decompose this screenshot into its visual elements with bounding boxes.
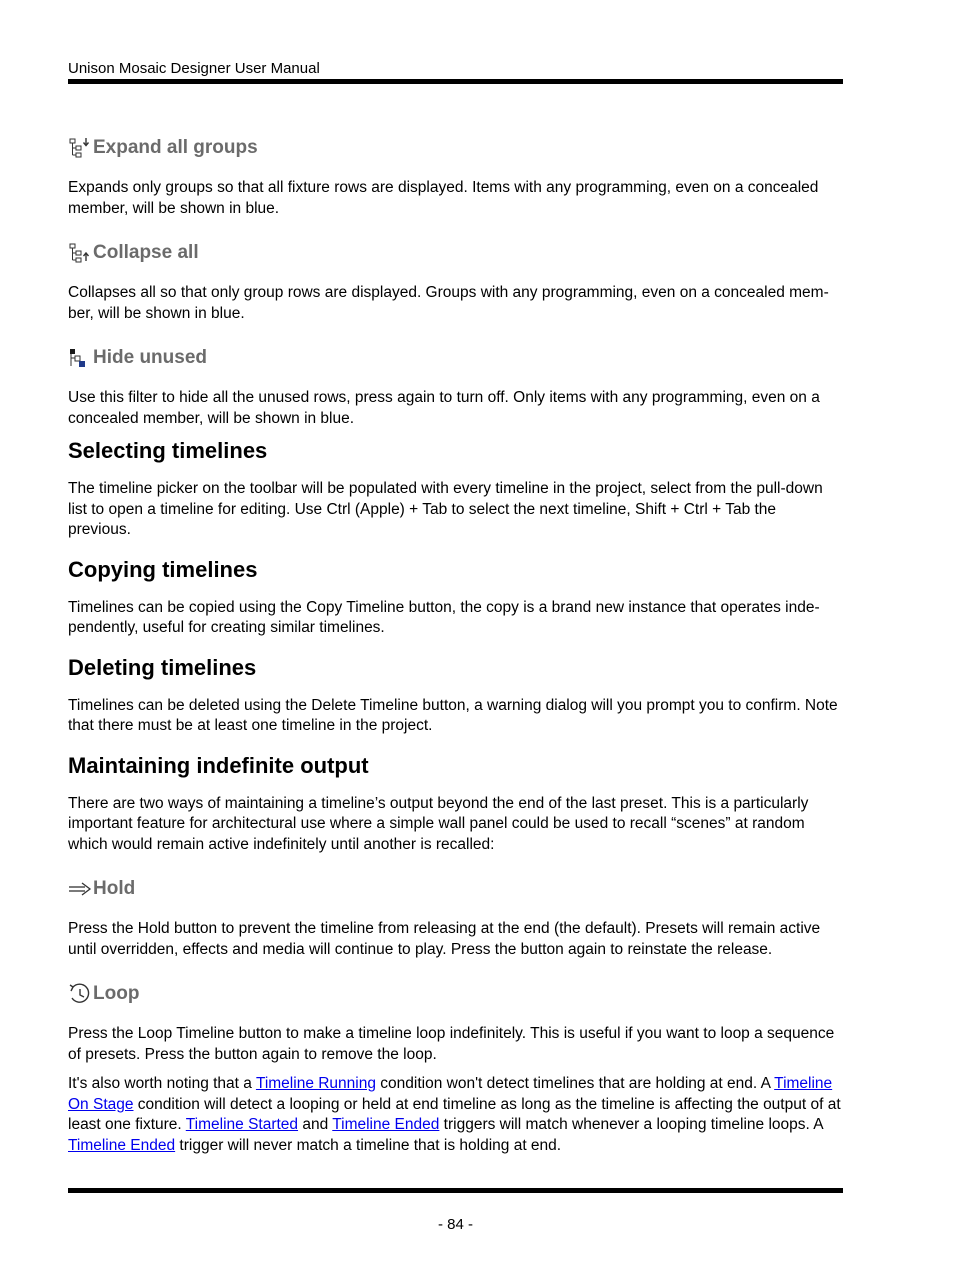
timeline-started-link[interactable]: Timeline Started [185, 1116, 299, 1133]
selecting-timelines-heading: Selecting timelines [68, 438, 268, 463]
expand-groups-icon [68, 136, 92, 160]
collapse-all-icon [68, 241, 92, 265]
note-text-1: It's also worth noting that a [68, 1075, 256, 1092]
note-text-2: condition won't detect timelines that are holding at end. A [375, 1075, 775, 1092]
collapse-all-heading [68, 235, 843, 265]
note-text-5: triggers will match whenever a looping timeline loops. A [439, 1116, 823, 1133]
loop-title: Loop [93, 983, 140, 1004]
loop-text: Press the Loop Timeline button to make a timeline loop indefinitely. This is useful if you want to loop a sequence of presets. Press the button again to remove the loop. [68, 1025, 835, 1063]
deleting-timelines-heading: Deleting timelines [68, 654, 257, 680]
manual-page [68, 0, 843, 1272]
hide-unused-title: Hide unused [93, 347, 208, 368]
header-rule [68, 79, 843, 84]
maintaining-output-text: There are two ways of maintaining a timeline’s output beyond the end of the last preset. This is a particularly important feature for architectural use where a simple wall panel could be used to recall “scenes” at random which would remain active indefinitely until another is recalled: [68, 794, 809, 853]
expand-all-groups-text: Expands only groups so that all fixture rows are displayed. Items with any programming, even on a concealed member, will be shown in blue. [68, 179, 819, 217]
deleting-timelines-text: Timelines can be deleted using the Delete Timeline button, a warning dialog will you prompt you to confirm. Note that there must be at least one timeline in the project. [68, 696, 838, 734]
copying-timelines-text: Timelines can be copied using the Copy Timeline button, the copy is a brand new instance that operates inde- pendently, useful for creating similar timelines. [68, 598, 820, 636]
hide-unused-heading [68, 340, 843, 370]
running-header: Unison Mosaic Designer User Manual [68, 60, 320, 77]
collapse-all-text: Collapses all so that only group rows are displayed. Groups with any programming, even on a concealed mem- ber, will be shown in blue. [68, 284, 829, 322]
hide-unused-text: Use this filter to hide all the unused rows, press again to turn off. Only items with any programming, even on a concealed member, will be shown in blue. [68, 389, 820, 427]
copying-timelines-heading: Copying timelines [68, 556, 258, 582]
timeline-on-stage-link[interactable]: Timeline On Stage [68, 1075, 833, 1113]
page-content [68, 130, 843, 1172]
hold-title: Hold [93, 878, 136, 899]
footer-rule [68, 1188, 843, 1193]
page-number: - 84 - [437, 1216, 473, 1233]
timeline-ended-link-2[interactable]: Timeline Ended [68, 1136, 176, 1154]
maintaining-output-heading: Maintaining indefinite output [68, 752, 369, 778]
note-text-4: and [298, 1116, 333, 1133]
collapse-all-title: Collapse all [93, 242, 199, 263]
hold-arrow-icon [68, 877, 92, 901]
note-text-6: trigger will never match a timeline that is holding at end. [175, 1136, 562, 1154]
hold-heading [68, 871, 843, 901]
timeline-running-link[interactable]: Timeline Running [255, 1075, 376, 1092]
hold-text: Press the Hold button to prevent the timeline from releasing at the end (the default). Presets will remain active until overridden, effects and media will continue to play. Press the button again to reinstate the release. [68, 920, 821, 958]
loop-heading [68, 976, 843, 1006]
expand-all-groups-heading [68, 130, 843, 160]
loop-icon [68, 982, 92, 1006]
expand-all-groups-title: Expand all groups [93, 137, 258, 158]
selecting-timelines-text: The timeline picker on the toolbar will be populated with every timeline in the project, select from the pull-down list to open a timeline for editing. Use Ctrl (Apple) + Tab to select the next timeline, Shift + Ctrl + Tab the previous. [68, 480, 823, 538]
timeline-ended-link[interactable]: Timeline Ended [332, 1116, 440, 1133]
hide-unused-icon [68, 346, 92, 370]
note-text-3: condition will detect a looping or held at end timeline as long as the timeline is affecting the output of at least one fixture. [68, 1095, 841, 1133]
note-paragraph [68, 1074, 843, 1156]
